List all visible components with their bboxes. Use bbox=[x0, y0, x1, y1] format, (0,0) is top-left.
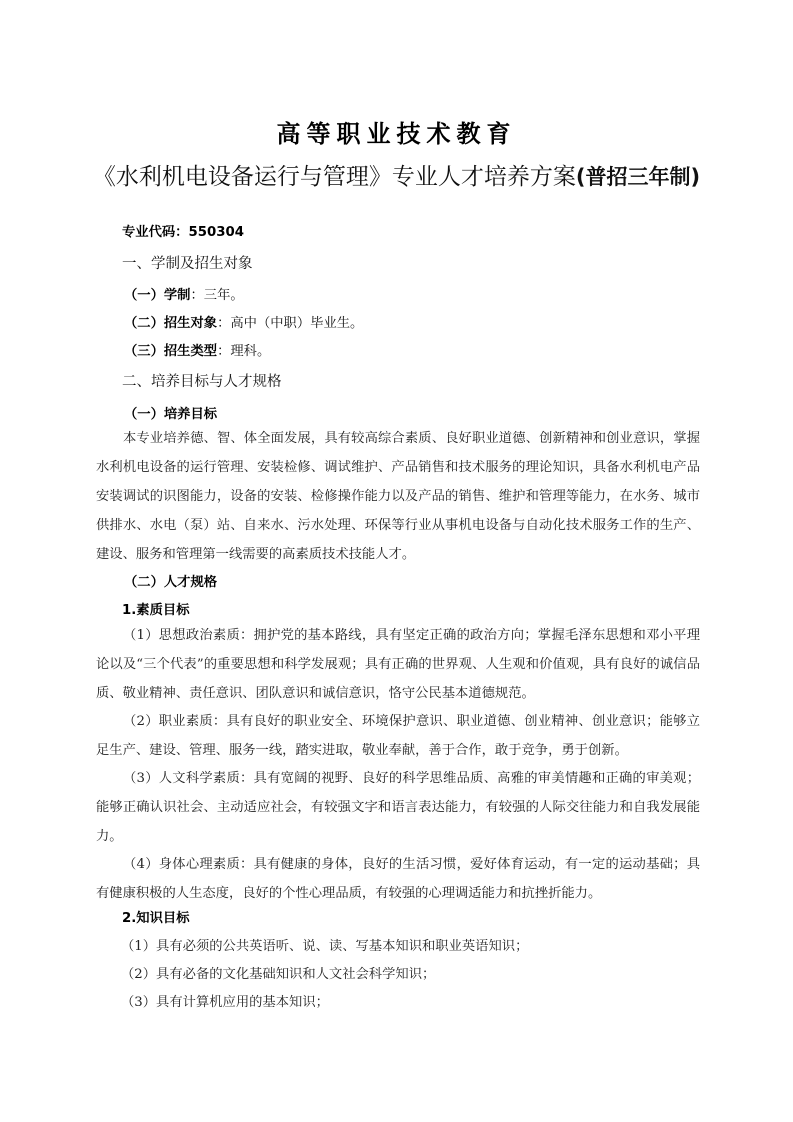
item-label: （二）招生对象 bbox=[124, 316, 218, 331]
subtitle-text: 《水利机电设备运行与管理》专业人才培养方案 bbox=[92, 164, 576, 190]
quality-goal-heading: 1.素质目标 bbox=[122, 603, 190, 618]
training-goal-heading: （一）培养目标 bbox=[124, 407, 218, 422]
major-code bbox=[122, 221, 793, 240]
document-subtitle bbox=[0, 158, 793, 191]
document-title: 高等职业技术教育 bbox=[276, 120, 517, 148]
knowledge-goal-heading: 2.知识目标 bbox=[122, 911, 190, 926]
section1-item-type bbox=[124, 340, 793, 359]
knowledge-item-3: （3）具有计算机应用的基本知识； bbox=[121, 995, 329, 1010]
major-code-value: 550304 bbox=[188, 225, 244, 240]
section2-heading: 二、培养目标与人才规格 bbox=[122, 374, 282, 390]
item-value: ：三年。 bbox=[190, 288, 244, 303]
item-label: （一）学制 bbox=[124, 288, 191, 303]
knowledge-item-2: （2）具有必备的文化基础知识和人文社会科学知识； bbox=[121, 967, 436, 982]
major-code-label: 专业代码： bbox=[122, 225, 189, 240]
talent-spec-heading: （二）人才规格 bbox=[124, 575, 218, 590]
training-goal-text: 本专业培养德、智、体全面发展，具有较高综合素质、良好职业道德、创新精神和创业意识，掌握水利机电设备的运行管理、安装检修、调试维护、产品销售和技术服务的理论知识，具备水利机电产品安装调试的识图能力，设备的安装、检修操作能力以及产品的销售、维护和管理等能力，在水务、城市供排水、水电（泵）站、自来水、污水处理、环保等行业从事机电设备与自动化技术服务工作的生产、建设、服务和管理第一线需要的高素质技术技能人才。 bbox=[96, 431, 700, 562]
item-value: ：高中（中职）毕业生。 bbox=[217, 316, 364, 331]
section1-item-duration bbox=[124, 284, 793, 303]
subtitle-program-type: (普招三年制) bbox=[575, 165, 701, 189]
quality-item-1: （1）思想政治素质：拥护党的基本路线，具有坚定正确的政治方向；掌握毛泽东思想和邓小平理论以及“三个代表”的重要思想和科学发展观；具有正确的世界观、人生观和价值观，具有良好的诚信品质、敬业精神、责任意识、团队意识和诚信意识，恪守公民基本道德规范。 bbox=[96, 628, 700, 701]
knowledge-item-1: （1）具有必须的公共英语听、说、读、写基本知识和职业英语知识； bbox=[121, 939, 529, 954]
section1-heading: 一、学制及招生对象 bbox=[122, 256, 253, 272]
item-label: （三）招生类型 bbox=[124, 344, 218, 359]
item-value: ：理科。 bbox=[217, 344, 271, 359]
quality-item-3: （3）人文科学素质：具有宽阔的视野、良好的科学思维品质、高雅的审美情趣和正确的审美观；能够正确认识社会、主动适应社会，有较强文字和语言表达能力，有较强的人际交往能力和自我发展能力。 bbox=[96, 771, 700, 844]
quality-item-4: （4）身体心理素质：具有健康的身体，良好的生活习惯，爱好体育运动，有一定的运动基础；具有健康积极的人生态度，良好的个性心理品质，有较强的心理调适能力和抗挫折能力。 bbox=[96, 857, 700, 901]
section1-item-target bbox=[124, 312, 793, 331]
quality-item-2: （2）职业素质：具有良好的职业安全、环境保护意识、职业道德、创业精神、创业意识；能够立足生产、建设、管理、服务一线，踏实进取，敬业奉献，善于合作，敢于竞争，勇于创新。 bbox=[96, 714, 700, 758]
